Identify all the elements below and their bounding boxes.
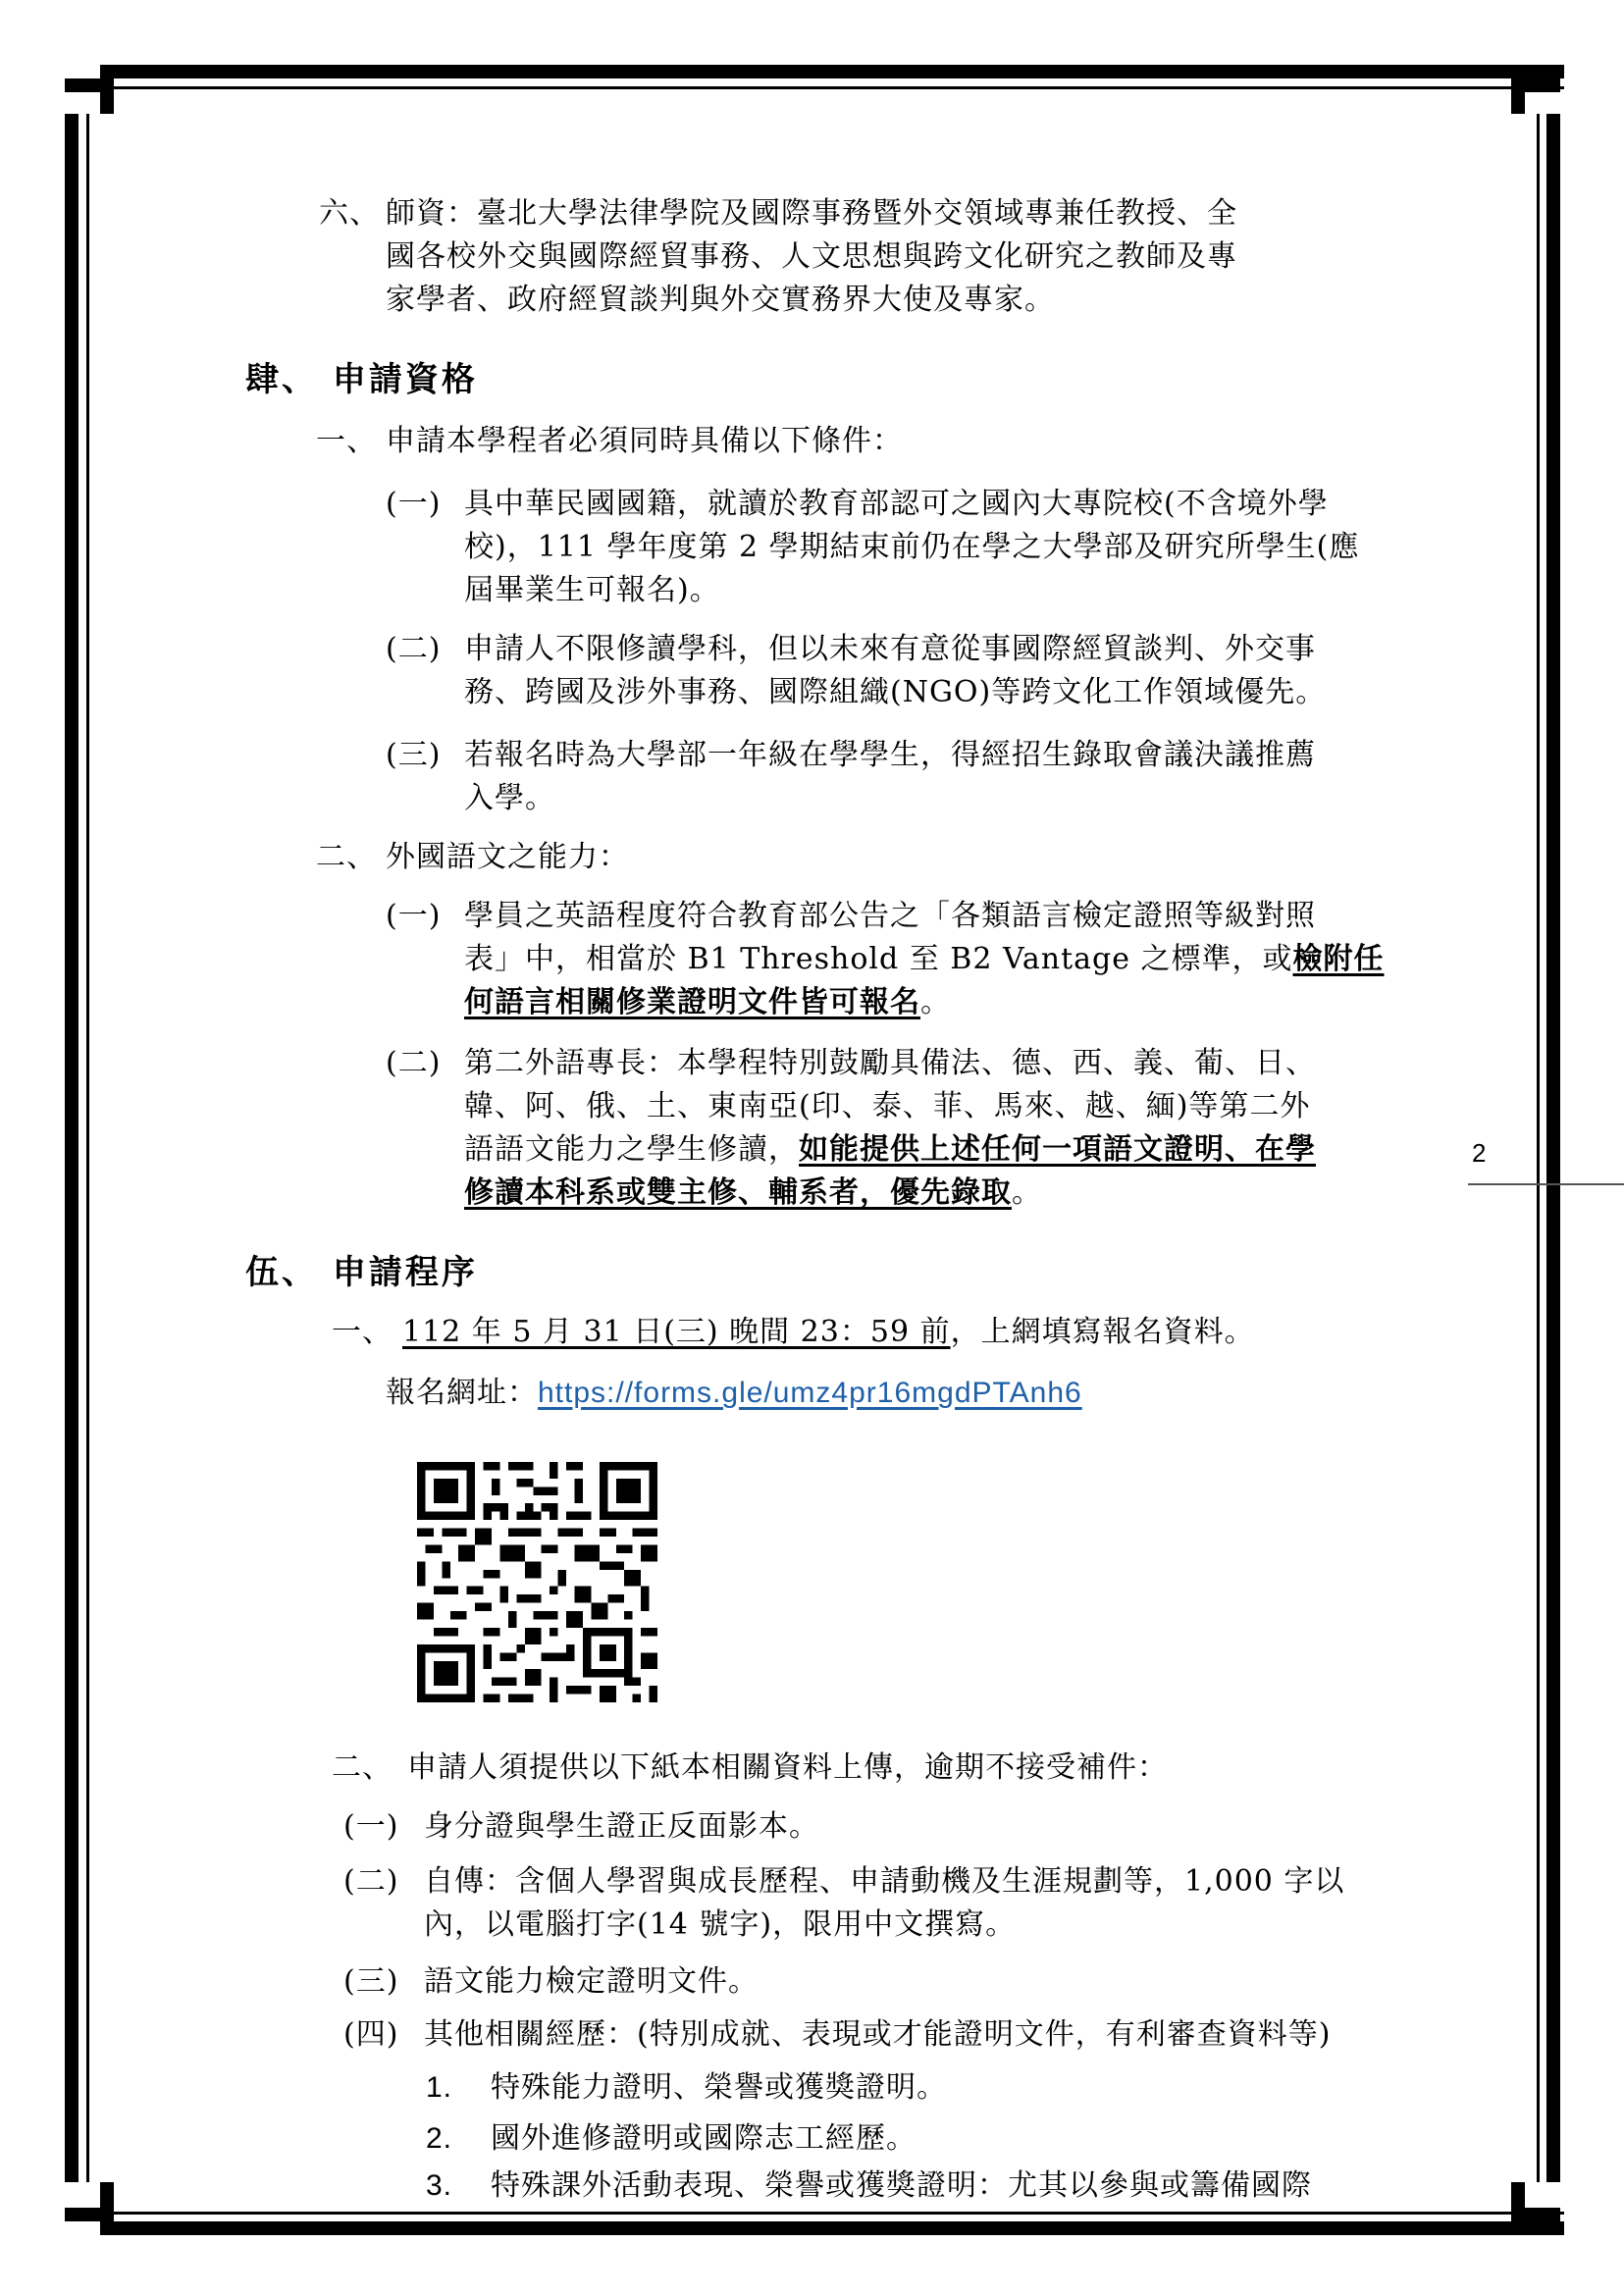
s2b-line2: 韓、阿、俄、土、東南亞(印、泰、菲、馬來、越、緬)等第二外 <box>464 1089 1311 1123</box>
s2b-line3-emphasis: 如能提供上述任何一項語文證明、在學 <box>799 1132 1316 1167</box>
sec6-line2: 國各校外交與國際經貿事務、人文思想與跨文化研究之教師及專 <box>386 239 1237 274</box>
s1a-line2: 校)，111 學年度第 2 學期結束前仍在學之大學部及研究所學生(應 <box>464 530 1360 564</box>
p2a-label: (一) <box>343 1809 399 1844</box>
p2d-label: (四) <box>343 2017 399 2052</box>
s1c-line2: 入學。 <box>464 781 555 815</box>
s2a-line2-normal: 表」中，相當於 B1 Threshold 至 B2 Vantage 之標準，或 <box>464 942 1293 976</box>
p2-label: 二、 <box>332 1750 393 1785</box>
s1a-line1: 具中華民國國籍，就讀於教育部認可之國內大專院校(不含境外學 <box>464 487 1329 521</box>
section-heading-5: 伍、 申請程序 <box>245 1253 478 1292</box>
list-item-text: 特殊能力證明、榮譽或獲獎證明。 <box>491 2070 947 2105</box>
s2a-line3-end: 。 <box>920 985 951 1019</box>
list-item-num: 3. <box>426 2169 453 2202</box>
s2a-line3-emphasis: 何語言相關修業證明文件皆可報名 <box>464 985 920 1019</box>
s1b-line1: 申請人不限修讀學科，但以未來有意從事國際經貿談判、外交事 <box>464 632 1316 666</box>
p1-url-label: 報名網址： <box>386 1376 538 1410</box>
p2d-text: 其他相關經歷：(特別成就、表現或才能證明文件，有利審查資料等) <box>424 2017 1332 2052</box>
p2b-line1: 自傳：含個人學習與成長歷程、申請動機及生涯規劃等，1,000 字以 <box>424 1864 1345 1899</box>
s2-text: 外國語文之能力： <box>386 840 629 874</box>
s2a-line2 <box>464 938 1385 981</box>
p2-text: 申請人須提供以下紙本相關資料上傳，逾期不接受補件： <box>407 1750 1168 1785</box>
p1-url-line <box>386 1372 1082 1415</box>
sec6-line1: 師資：臺北大學法律學院及國際事務暨外交領域專兼任教授、全 <box>386 196 1237 231</box>
s2b-line1: 第二外語專長：本學程特別鼓勵具備法、德、西、義、葡、日、 <box>464 1046 1316 1080</box>
s1-label: 一、 <box>316 424 377 458</box>
p2b-line2: 內，以電腦打字(14 號字)，限用中文撰寫。 <box>424 1907 1017 1942</box>
s2a-line1: 學員之英語程度符合教育部公告之「各類語言檢定證照等級對照 <box>464 899 1316 933</box>
qr-code <box>417 1462 657 1702</box>
s1c-label: (三) <box>386 738 442 772</box>
p2c-text: 語文能力檢定證明文件。 <box>424 1964 759 1999</box>
list-item-num: 1. <box>426 2071 453 2104</box>
s1b-line2: 務、跨國及涉外事務、國際組織(NGO)等跨文化工作領域優先。 <box>464 675 1327 709</box>
registration-link[interactable]: https://forms.gle/umz4pr16mgdPTAnh6 <box>538 1377 1082 1409</box>
s2b-line4-end: 。 <box>1012 1175 1042 1210</box>
s2-label: 二、 <box>316 840 377 874</box>
s1a-label: (一) <box>386 487 442 521</box>
p1-label: 一、 <box>332 1315 393 1349</box>
p2b-label: (二) <box>343 1864 399 1899</box>
s2a-label: (一) <box>386 899 442 933</box>
list-item-num: 2. <box>426 2122 453 2155</box>
p2c-label: (三) <box>343 1964 399 1999</box>
s2b-label: (二) <box>386 1046 442 1080</box>
p1-deadline: 112 年 5 月 31 日(三) 晚間 23：59 前 <box>402 1315 951 1349</box>
s2a-line2-emphasis: 檢附任 <box>1292 942 1385 976</box>
s2b-line3 <box>464 1128 1316 1172</box>
section-heading-4: 肆、 申請資格 <box>245 360 478 399</box>
s2a-line3 <box>464 981 951 1024</box>
list-item-text: 特殊課外活動表現、榮譽或獲獎證明：尤其以參與或籌備國際 <box>491 2168 1312 2203</box>
p1-line <box>402 1311 1255 1354</box>
sec6-label: 六、 <box>319 196 380 231</box>
s1b-label: (二) <box>386 632 442 666</box>
p2a-text: 身分證與學生證正反面影本。 <box>424 1809 819 1844</box>
s2b-line4-emphasis: 修讀本科系或雙主修、輔系者，優先錄取 <box>464 1175 1012 1210</box>
p1-rest: ，上網填寫報名資料。 <box>950 1315 1255 1349</box>
page-number-rule <box>1468 1183 1624 1185</box>
s1-text: 申請本學程者必須同時具備以下條件： <box>386 424 903 458</box>
list-item-text: 國外進修證明或國際志工經歷。 <box>491 2121 917 2156</box>
s2b-line4 <box>464 1172 1042 1215</box>
sec6-line3: 家學者、政府經貿談判與外交實務界大使及專家。 <box>386 283 1055 317</box>
s1c-line1: 若報名時為大學部一年級在學學生，得經招生錄取會議決議推薦 <box>464 738 1316 772</box>
page-number: 2 <box>1472 1138 1487 1168</box>
s1a-line3: 屆畢業生可報名)。 <box>464 573 720 607</box>
s2b-line3-normal: 語語文能力之學生修讀， <box>464 1132 799 1167</box>
